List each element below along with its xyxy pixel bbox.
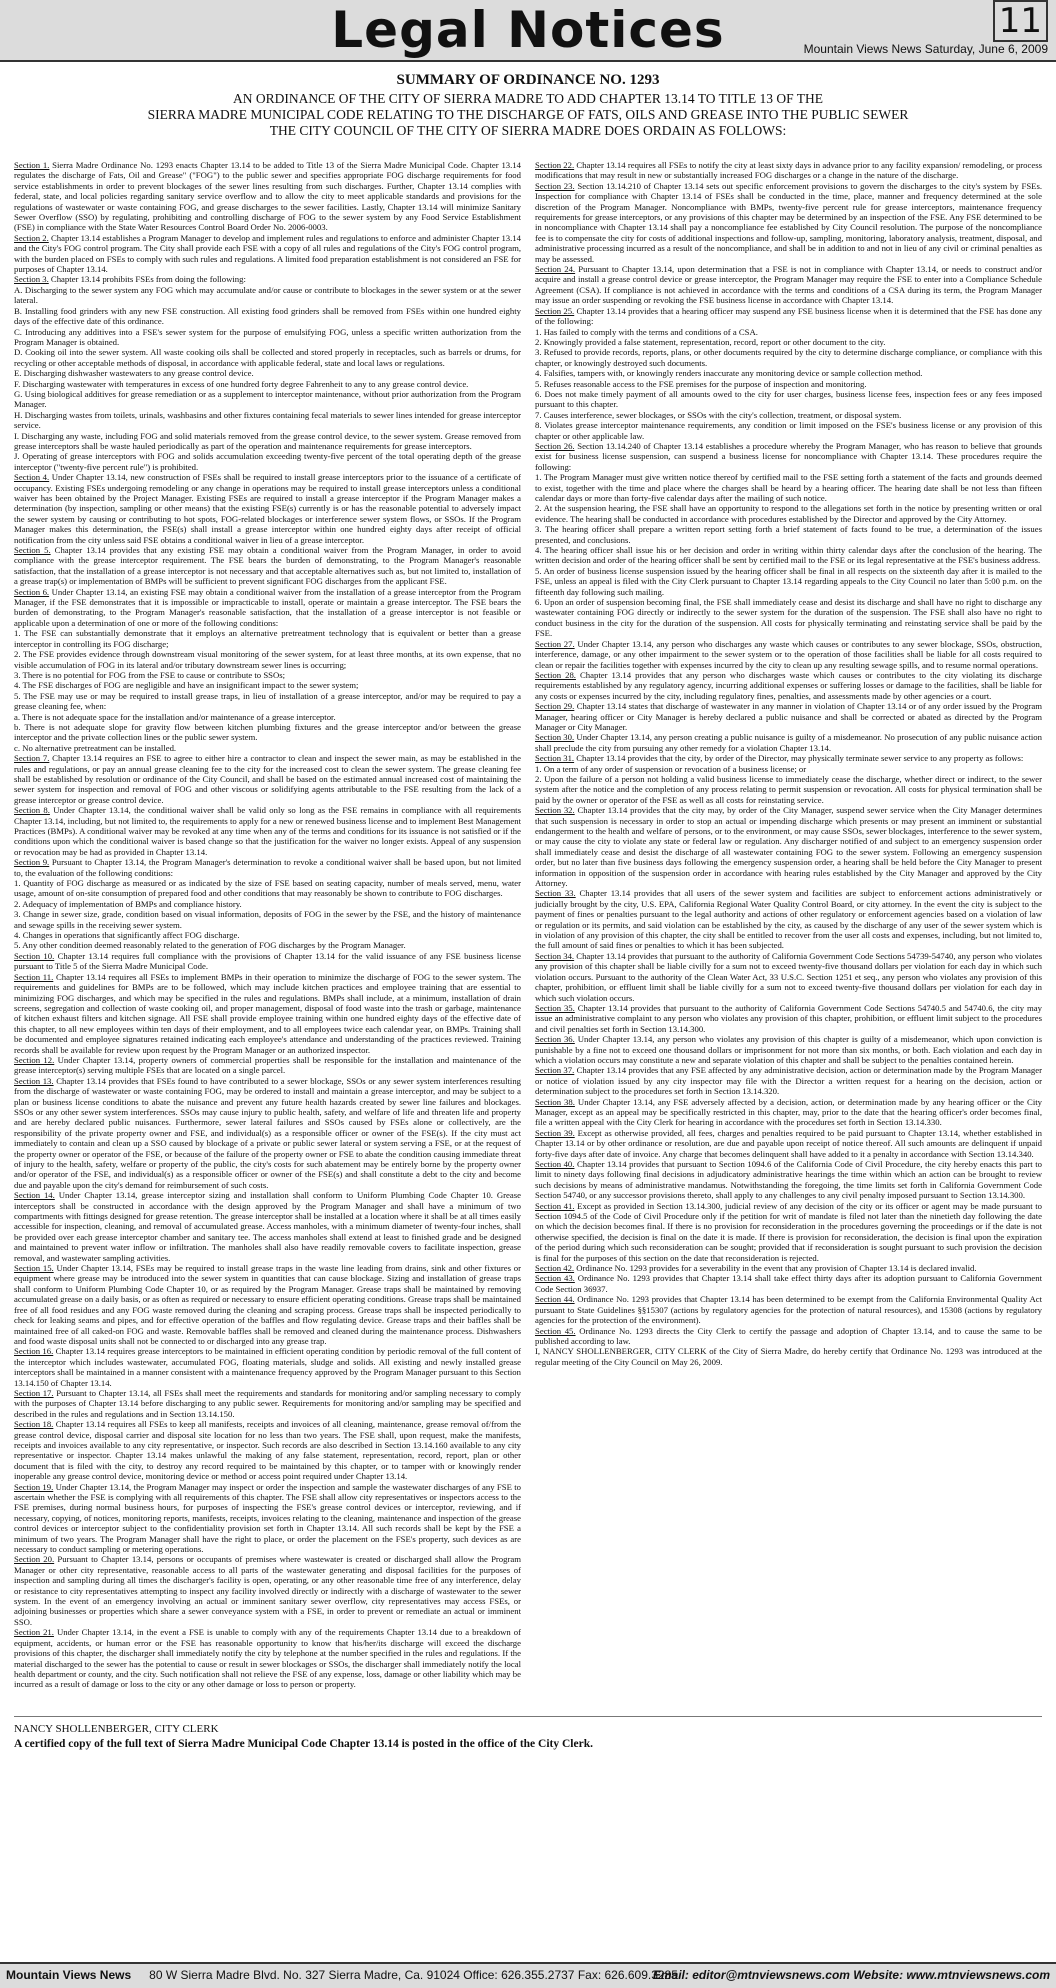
paragraph-text: Under Chapter 13.14, new construction of FSEs shall be required to install grease interceptors prior to the issuance of a certificate of occupancy. Existing FSEs undergoing remodeling or any change in operations may be required to install grease interceptors unless a conditional waiver has been obtained by the Project Manager. Existing FSEs are required to install a grease interceptor if the Program Manager makes a determination (by inspection, sampling or other means) that the existing FSE(s) currently is or has the reasonable potential to adversely impact the sewer system by causing or contributing to hot spots, FOG-related blockages or interference sewer system flows, or SSOs. If the Program Manager makes this determination, the FSE(s) shall install a grease interceptor within one hundred eighty days after receipt of official notification from the city unless said FSE obtains a conditional waiver in lieu of a grease interceptor. <box>14 472 521 545</box>
ordinance-paragraph <box>14 233 521 275</box>
paragraph-text: Pursuant to Chapter 13.14, upon determination that a FSE is not in compliance with Chapter 13.14, or needs to construct and/or acquire and install a grease control device or grease interceptor, the Program Manager may require the FSE to enter into a Compliance Schedule Agreement (CSA). If compliance is not achieved in accordance with the terms and conditions of a CSA during its term, the Program Manager may issue an order suspending or revoking the FSE business license in accordance with Chapter 13.14. <box>535 264 1043 306</box>
ordinance-paragraph <box>14 722 521 743</box>
section-label: Section 28. <box>535 669 576 680</box>
section-label: Section 14. <box>14 1190 55 1201</box>
ordinance-paragraph <box>535 368 1042 378</box>
ordinance-body <box>14 160 1042 1705</box>
section-label: Section 5. <box>14 545 51 556</box>
paragraph-text: Chapter 13.14 provides that any existing FSE may obtain a conditional waiver from the Program Manager, in order to avoid compliance with the grease interceptor requirement. The FSE bears the burden of demonstrating, to the Program Manager's reasonable satisfaction, that the installation of a grease interceptor is not necessary and that acceptable alternatives such as, but not limited to, installation of a grease trap(s) or implementation of BMPs will be sufficient to prevent significant FOG discharges from the applicant FSE. <box>14 545 521 587</box>
footer-contact: Email: editor@mtnviewsnews.com Website: www.mtnviewsnews.com <box>652 1968 1050 1982</box>
paragraph-text: 5. An order of business license suspension issued by the hearing officer shall be final in all respects on the sixteenth day after it is mailed to the FSE, unless an appeal is filed with the City Clerk pursuant to Chapter 13.14 regarding appeals to the City Council no later than 5:00 p.m. on the fifteenth day following such mailing. <box>535 565 1042 597</box>
paragraph-text: 5. Refuses reasonable access to the FSE premises for the purpose of inspection and monitoring. <box>535 378 867 389</box>
ordinance-paragraph <box>535 420 1042 441</box>
paragraph-text: I, NANCY SHOLLENBERGER, CITY CLERK of the City of Sierra Madre, do hereby certify that Ordinance No. 1293 was introduced at the regular meeting of the City Council on May 26, 2009. <box>535 1346 1042 1367</box>
paragraph-text: Except as otherwise provided, all fees, charges and penalties required to be paid pursuant to Chapter 13.14, whether established in Chapter 13.14 or by other ordinance or resolution, are due and payable upon receipt of notice thereof. All such amounts are delinquent if unpaid forty-five days after date of invoice. Any charge that becomes delinquent shall have added to it a penalty in accordance with Section 13.14.340. <box>535 1127 1042 1159</box>
ordinance-paragraph <box>14 285 521 306</box>
ordinance-paragraph <box>14 899 521 909</box>
ordinance-paragraph <box>535 1003 1042 1034</box>
section-label: Section 43. <box>535 1273 575 1284</box>
paragraph-text: Under Chapter 13.14, the conditional waiver shall be valid only so long as the FSE remains in compliance with all requirements Chapter 13.14, including, but not limited to, the requirements to apply for a new or renewed business license and to implement Best Management Practices (BMPs). A conditional waiver may be revoked at any time when any of the terms and conditions for its issuance is not satisfied or if the conditions upon which the conditional waiver is based change so that the justification for the waiver no longer exists. Appeal of any suspension or revocation may be had as provided in Chapter 13.14. <box>14 805 521 857</box>
ordinance-paragraph <box>535 951 1042 1003</box>
paragraph-text: b. There is not adequate slope for gravity flow between kitchen plumbing fixtures and the grease interceptor and/or between the grease interceptor and the private collection lines or the public sewer system. <box>14 721 521 743</box>
footer-left <box>6 1964 678 1986</box>
paragraph-text: H. Discharging wastes from toilets, urinals, washbasins and other fixtures containing fecal materials to sewer lines intended for grease interceptor service. <box>14 409 521 431</box>
section-label: Section 26. <box>535 440 575 451</box>
ordinance-paragraph <box>14 753 521 805</box>
paragraph-text: Chapter 13.14 provides that pursuant to the authority of California Government Code Sections 54739-54740, any person who violates any provision of this chapter shall be liable civilly for a sum not to exceed twenty-five thousand dollars per violation for each day in which such violation occurs. Pursuant to the authority of the Clean Water Act, 33 U.S.C. Section 1251 et seq., any person who violates any provision of this chapter, prohibition, or effluent limit shall be liable civilly for a sum not to exceed twenty-five thousand dollars per violation for each day in which such violation occurs. <box>535 950 1042 1003</box>
ordinance-paragraph <box>14 431 521 452</box>
dateline: Mountain Views News Saturday, June 6, 2009 <box>803 42 1048 56</box>
ordinance-paragraph <box>535 732 1042 753</box>
section-label: Section 37. <box>535 1065 575 1076</box>
section-label: Section 24. <box>535 264 576 275</box>
paragraph-text: Pursuant to Chapter 13.14, persons or occupants of premises where wastewater is created or discharged shall allow the Program Manager or other city representative, reasonable access to all parts of the wastewater generating and disposal facilities for the purposes of inspection and sampling during all times the discharger's facility is open, operating, or any other reasonable time free of any interference, delay or resistance to city representatives attempting to inspect any facility involved directly or indirectly with a discharge of wastewater to the sewer system. In the event of an emergency involving an actual or imminent sanitary sewer overflow, city representatives may access FSEs, or adjoining businesses or properties which share a sewer conveyance system with a FSE, in order to prevent or remediate an actual or imminent SSO. <box>14 1554 521 1627</box>
ordinance-subtitle-2: SIERRA MADRE MUNICIPAL CODE RELATING TO THE DISCHARGE OF FATS, OILS AND GREASE INTO THE PUBLIC SEWER <box>147 107 909 122</box>
paragraph-text: 7. Causes interference, sewer blockages, or SSOs with the city's collection, treatment, or disposal system. <box>535 409 902 420</box>
ordinance-paragraph <box>535 1326 1042 1347</box>
ordinance-paragraph <box>535 566 1042 597</box>
paragraph-text: J. Operating of grease interceptors with FOG and solids accumulation exceeding twenty-five percent of the total operating depth of the grease interceptor ("twenty-five percent rule") is prohibited. <box>14 451 521 472</box>
paragraph-text: Under Chapter 13.14, any person creating a public nuisance is guilty of a misdemeanor. No prosecution of any public nuisance action shall preclude the city from pursuing any other remedy for a violation Chapter 13.14. <box>535 732 1042 753</box>
ordinance-paragraph <box>535 1159 1042 1201</box>
paragraph-text: 5. The FSE may use or may be required to install grease traps, in lieu of installation of a grease interceptor, and/or may be required to pay a grease cleaning fee, when: <box>14 690 521 712</box>
ordinance-paragraph <box>535 888 1042 950</box>
ordinance-paragraph <box>14 347 521 368</box>
ordinance-paragraph <box>14 805 521 857</box>
paragraph-text: Ordinance No. 1293 provides that Chapter 13.14 shall take effect thirty days after its adoption pursuant to California Government Code Section 36937. <box>535 1273 1042 1294</box>
paragraph-text: 5. Any other condition deemed reasonably related to the generation of FOG discharges by the Program Manager. <box>14 940 406 951</box>
section-label: Section 25. <box>535 305 575 316</box>
ordinance-paragraph <box>14 930 521 940</box>
section-title: Legal Notices <box>331 1 725 59</box>
section-label: Section 33. <box>535 888 576 899</box>
ordinance-paragraph <box>535 379 1042 389</box>
paragraph-text: Chapter 13.14 provides that pursuant to the authority of California Government Code Sections 54740.5 and 54740.6, the city may issue an administrative complaint to any person who violates any provision of this chapter, prohibition, or effluent limit subject to the procedures and civil penalties set forth in Section 13.14.300. <box>535 1002 1043 1034</box>
section-label: Section 23. <box>535 180 575 191</box>
section-label: Section 16. <box>14 1346 54 1357</box>
paragraph-text: Section 13.14.240 of Chapter 13.14 establishes a procedure whereby the Program Manager, who has reason to believe that grounds exist for business license suspension, can suspend a business license for noncompliance with Chapter 13.14. These procedures require the following: <box>535 440 1043 472</box>
ordinance-paragraph <box>14 649 521 670</box>
ordinance-paragraph <box>14 368 521 378</box>
section-label: Section 40. <box>535 1159 575 1169</box>
paragraph-text: Under Chapter 13.14, property owners of commercial properties shall be responsible for the installation and maintenance of the grease interceptor(s) serving multiple FSEs that are located on a single parcel. <box>14 1054 521 1076</box>
ordinance-paragraph <box>14 274 521 284</box>
ordinance-paragraph <box>14 1076 521 1190</box>
section-label: Section 7. <box>14 753 50 764</box>
ordinance-paragraph <box>14 472 521 545</box>
page-footer <box>0 1962 1056 1988</box>
ordinance-paragraph <box>14 545 521 587</box>
ordinance-paragraph <box>535 597 1042 639</box>
paragraph-text: Ordinance No. 1293 provides that Chapter 13.14 has been determined to be exempt from the California Environmental Quality Act pursuant to State Guidelines §§15307 (actions by regulatory agencies for the protection of natural resources), and 15308 (actions by regulatory agencies for the protection of the environment). <box>535 1294 1042 1326</box>
ordinance-paragraph <box>14 1190 521 1263</box>
paragraph-text: 2. Knowingly provided a false statement, representation, record, report or other document to the city. <box>535 336 886 347</box>
paragraph-text: 1. The FSE can substantially demonstrate that it employs an alternative pretreatment technology that is equivalent or better than a grease interceptor in controlling its FOG discharge; <box>14 628 521 649</box>
section-label: Section 29. <box>535 701 575 712</box>
paragraph-text: Chapter 13.14 prohibits FSEs from doing the following: <box>48 274 246 285</box>
divider <box>14 1716 1042 1717</box>
page-header <box>0 0 1056 62</box>
paragraph-text: Chapter 13.14 requires grease interceptors to be maintained in efficient operating condition by periodic removal of the full content of the interceptor which includes wastewater, accumulated FOG, floating materials, sludge and solids. All existing and newly installed grease interceptors shall be maintained in a manner consistent with a maintenance frequency approved by the Program Manager pursuant to this Section 13.14.150 of Chapter 13.14. <box>14 1346 521 1388</box>
section-label: Section 13. <box>14 1075 54 1086</box>
paragraph-text: Under Chapter 13.14, in the event a FSE is unable to comply with any of the requirements Chapter 13.14 due to a breakdown of equipment, accidents, or human error or the FSE has reasonable opportunity to know that his/her/its discharge will exceed the discharge provisions of this chapter, the discharger shall immediately notify the city by telephone at the number specified in the rules and regulations. If the material discharged to the sewer has the potential to cause or result in sewer blockages or SSOs, the discharger shall immediately notify the local health department or county, and the city. Such notification shall not relieve the FSE of any expense, loss, damage or other liability which may be incurred as a result of damage or loss to the city or any other damage or loss to person or property. <box>14 1627 522 1690</box>
section-label: Section 10. <box>14 950 55 961</box>
page-number: 11 <box>993 0 1048 42</box>
ordinance-paragraph <box>535 410 1042 420</box>
ordinance-paragraph <box>14 1388 521 1419</box>
ordinance-paragraph <box>14 1482 521 1555</box>
paragraph-text: 4. Falsifies, tampers with, or knowingly renders inaccurate any monitoring device or sample collection method. <box>535 368 923 379</box>
ordinance-paragraph <box>535 1346 1042 1367</box>
ordinance-paragraph <box>535 1128 1042 1159</box>
ordinance-paragraph <box>535 670 1042 701</box>
section-label: Section 3. <box>14 274 49 285</box>
paragraph-text: Chapter 13.14 provides that all users of the sewer system and facilities are subject to enforcement actions administratively or judicially brought by the city, U.S. EPA, California Regional Water Quality Control Board, or city attorney. In the event the city is subject to the payment of fines or penalties pursuant to the legal authority and actions of other regulatory or enforcement agencies based on a violation of law or regulation or its permits, and said violation can be established by the city, as caused by the discharge of any user of the sewer system which is in violation of any provision of this chapter, the city shall be entitled to recover from the user all costs and expenses, including, but not limited to, the full amount of said fines or penalties to which it has been subjected. <box>535 888 1042 951</box>
section-label: Section 6. <box>14 586 50 597</box>
ordinance-paragraph <box>14 1263 521 1346</box>
section-label: Section 12. <box>14 1054 55 1065</box>
footer-paper-name: Mountain Views News <box>6 1968 132 1982</box>
paragraph-text: a. There is not adequate space for the installation and/or maintenance of a grease interceptor. <box>14 711 336 722</box>
paragraph-text: Chapter 13.14 provides that FSEs found to have contributed to a sewer blockage, SSOs or any sewer system interferences resulting from the discharge of wastewater or waste containing FOG, may be ordered to install and maintain a grease interceptor, and may be subject to a plan or business license conditions to abate the nuisance and prevent any future health hazards created by sewer line failures and blockages. SSOs or any other sewer system interferences. SSOs may cause injury to public health, safety, and welfare of life and threaten life and property and are hereby declared public nuisances. Furthermore, sewer lateral failures and SSOs caused by FSEs alone or collectively, are the responsibility of the private property owner and FSE, and individual(s) as a responsible officer or owner of the FSE(s). If the city must act immediately to contain and clean up a SSO caused by blockage of a private or public sewer lateral or system serving a FSE, or at the request of the property owner or operator of the FSE, or because of the failure of the property owner or FSE to abate the condition causing immediate threat of injury to the health, safety, welfare or property of the public, the city's costs for such abatement may be entirely borne by the property owner and/or operator of the FSE, and individual(s) as a responsible officer or owner of the FSE(s) and shall constitute a debt to the city and become due and payable upon the city's demand for reimbursement of such costs. <box>14 1075 522 1190</box>
ordinance-paragraph <box>14 857 521 878</box>
paragraph-text: Ordinance No. 1293 directs the City Clerk to certify the passage and adoption of Chapter 13.14, and to cause the same to be published according to law. <box>535 1325 1042 1346</box>
section-label: Section 34. <box>535 950 575 961</box>
section-label: Section 27. <box>535 638 575 649</box>
paragraph-text: Under Chapter 13.14, an existing FSE may obtain a conditional waiver from the installation of a grease interceptor from the Program Manager, if the FSE demonstrates that it is impossible or impracticable to install, operate or maintain a grease interceptor. The FSE bears the burden of demonstrating, to the Program Manager's reasonable satisfaction, that the installation of a grease interceptor is not feasible or applicable upon a determination of one or more of the following conditions: <box>14 586 521 628</box>
section-label: Section 35. <box>535 1002 575 1013</box>
paragraph-text: Chapter 13.14 states that discharge of wastewater in any manner in violation of Chapter 13.14 or of any order issued by the Program Manager, hearing officer or City Manager is hereby declared a public nuisance and shall be corrected or abated as directed by the Program Manager or City Manager. <box>535 701 1042 732</box>
paragraph-text: 1. The Program Manager must give written notice thereof by certified mail to the FSE setting forth a statement of the facts and grounds deemed to exist, together with the time and place where the charges shall be heard by a hearing officer. The hearing date shall be not less than fifteen calendar days or more than forty-five calendar days after the mailing of such notice. <box>535 472 1042 503</box>
ordinance-paragraph <box>535 160 1042 181</box>
ordinance-paragraph <box>535 524 1042 545</box>
ordinance-paragraph <box>14 1419 521 1481</box>
section-label: Section 9. <box>14 857 50 868</box>
ordinance-paragraph <box>14 628 521 649</box>
ordinance-paragraph <box>14 1346 521 1388</box>
ordinance-paragraph <box>535 753 1042 763</box>
ordinance-paragraph <box>535 545 1042 566</box>
paragraph-text: 6. Upon an order of suspension becoming final, the FSE shall immediately cease and desist its discharge and shall have no right to discharge any wastewater containing FOG directly or indirectly to the sewer system for the duration of the suspension. The FSE shall also have no right to conduct business in the city for the duration of the suspension. All costs for physically terminating and reinstating service shall be paid by the FSE. <box>535 597 1042 639</box>
section-label: Section 1. <box>14 160 50 170</box>
paragraph-text: 2. Adequacy of implementation of BMPs and compliance history. <box>14 898 242 909</box>
ordinance-paragraph <box>14 712 521 722</box>
ordinance-paragraph <box>14 743 521 753</box>
section-label: Section 21. <box>14 1627 54 1638</box>
section-label: Section 22. <box>535 160 575 170</box>
ordinance-paragraph <box>14 691 521 712</box>
paragraph-text: Chapter 13.14 requires full compliance with the provisions of Chapter 13.14 for the valid issuance of any FSE business license pursuant to Title 5 of the Sierra Madre Municipal Code. <box>14 950 521 972</box>
paragraph-text: Section 13.14.210 of Chapter 13.14 sets out specific enforcement provisions to govern the discharges to the city's system by FSEs. Inspection for compliance with Chapter 13.14 of FSEs shall be conducted in the time, place, manner and frequency determined at the sole discretion of the Program Manager. Noncompliance with BMPs, twenty-five percent rule for grease interceptors, maintenance frequency requirements for grease interceptors, or any provisions of this chapter may be determined by an inspection of the FSE. Any FSE determined to be in noncompliance with Chapter 13.14 shall pay a noncompliance fee established by City Council resolution. The purpose of the noncompliance fee is to compensate the city for costs of additional inspections and follow-up, sampling, monitoring, laboratory analysis, treatment, disposal, and administrative processing incurred as a result of the noncompliance, and shall be in addition to and not in lieu of any civil or criminal penalties as may be assessed. <box>535 180 1043 264</box>
paragraph-text: 4. The hearing officer shall issue his or her decision and order in writing within thirty calendar days after the conclusion of the hearing. The written decision and order of the hearing officer shall be sent by certified mail to the FSE or its legal representative at the FSE's business address. <box>535 545 1042 566</box>
ordinance-paragraph <box>14 1055 521 1076</box>
ordinance-paragraph <box>14 878 521 899</box>
ordinance-paragraph <box>14 587 521 629</box>
paragraph-text: Chapter 13.14 requires all FSEs to notify the city at least sixty days in advance prior to any facility expansion/ remodeling, or process modifications that may result in new or substantially increased FOG discharges or a change in the nature of the discharge. <box>535 160 1043 181</box>
paragraph-text: Pursuant to Chapter 13.14, the Program Manager's determination to revoke a conditional waiver shall be based upon, but not limited to, the evaluation of the following conditions: <box>14 857 522 878</box>
paragraph-text: 2. The FSE provides evidence through downstream visual monitoring of the sewer system, for at least three months, at its own expense, that no visible accumulation of FOG in its lateral and/or tributary downstream sewer lines is occurring; <box>14 649 521 670</box>
paragraph-text: Chapter 13.14 provides that pursuant to Section 1094.6 of the California Code of Civil Procedure, the city hereby enacts this part to limit to ninety days following final decisions in adjudicatory administrative hearings the time within which an action can be brought to review such decisions by means of administrative mandamus. Notwithstanding the foregoing, the time limits set forth in California Government Code Section 54740, or any successor provisions thereto, shall apply to any challenges to any civil penalty imposed pursuant to Section 13.14.300. <box>535 1159 1042 1201</box>
ordinance-paragraph <box>14 1554 521 1627</box>
section-label: Section 31. <box>535 753 575 764</box>
section-label: Section 19. <box>14 1481 54 1492</box>
ordinance-paragraph <box>14 327 521 348</box>
paragraph-text: 3. Change in sewer size, grade, condition based on visual information, deposits of FOG in the sewer by the FSE, and the history of maintenance and sewage spills in the receiving sewer system. <box>14 909 521 930</box>
ordinance-paragraph <box>535 441 1042 472</box>
ordinance-paragraph <box>535 347 1042 368</box>
paragraph-text: 3. The hearing officer shall prepare a written report setting forth a brief statement of facts found to be true, a determination of the issues presented, and conclusions. <box>535 524 1042 545</box>
section-label: Section 4. <box>14 472 50 483</box>
ordinance-paragraph <box>535 1294 1042 1325</box>
paragraph-text: D. Cooking oil into the sewer system. All waste cooking oils shall be collected and stored properly in receptacles, such as barrels or drums, for recycling or other acceptable methods of disposal, in accordance with applicable federal, state and local laws or regulations. <box>14 347 521 368</box>
section-label: Section 30. <box>535 732 575 743</box>
paragraph-text: Chapter 13.14 provides that the city, by order of the Director, may physically terminate sewer service to any property as follows: <box>574 753 1024 764</box>
ordinance-paragraph <box>14 410 521 431</box>
ordinance-paragraph <box>14 379 521 389</box>
paragraph-text: Chapter 13.14 requires all FSEs to implement BMPs in their operation to minimize the discharge of FOG to the sewer system. The requirements and guidelines for BMPs are to be followed, which may include kitchen practices and employee training that are essential to minimizing FOG discharges, and which may be specified in the rules and regulations. BMPs shall include, at a minimum, installation of drain screens, segregation and collection of waste cooking oil, and proper management, disposal of food waste into the trash or garbage, maintenance of kitchen exhaust filters and kitchen signage. All FSE shall provide employee training within one hundred eighty days of the effective date of this chapter, to all new employees within ten days of their employment, and to all employees twice each calendar year, on BMPs. Training shall be documented and employee signatures retained indicating each employee's attendance and understanding of the practices reviewed. Training records shall be available for review upon request by the Program Manager or an authorized inspector. <box>14 971 521 1055</box>
footer-address: 80 W Sierra Madre Blvd. No. 327 Sierra Madre, Ca. 91024 Office: 626.355.2737 Fax: 626.609.3285 <box>149 1968 678 1982</box>
paragraph-text: 1. Has failed to comply with the terms and conditions of a CSA. <box>535 326 758 337</box>
paragraph-text: Chapter 13.14 provides that any FSE affected by any administrative decision, action or determination made by the Program Manager or notice of violation issued by any city inspector may file with the Director a written request for a hearing on the decision, action or determination subject to the procedures set forth in Section 13.14.320. <box>535 1065 1042 1097</box>
ordinance-paragraph <box>535 1065 1042 1096</box>
ordinance-title: SUMMARY OF ORDINANCE NO. 1293 <box>396 72 660 88</box>
section-label: Section 11. <box>14 971 54 982</box>
ordinance-paragraph <box>14 306 521 327</box>
section-label: Section 41. <box>535 1200 575 1211</box>
ordinance-paragraph <box>535 764 1042 774</box>
section-label: Section 32. <box>535 805 575 816</box>
ordinance-paragraph <box>535 389 1042 410</box>
ordinance-paragraph <box>14 909 521 930</box>
ordinance-paragraph <box>14 670 521 680</box>
section-label: Section 17. <box>14 1387 54 1398</box>
paragraph-text: 8. Violates grease interceptor maintenance requirements, any condition or limit imposed on the FSE's business license or any provision of this chapter or other applicable law. <box>535 420 1042 441</box>
ordinance-subtitle-3: THE CITY COUNCIL OF THE CITY OF SIERRA MADRE DOES ORDAIN AS FOLLOWS: <box>269 123 787 138</box>
paragraph-text: Under Chapter 13.14, the Program Manager may inspect or order the inspection and sample the wastewater discharges of any FSE to ascertain whether the FSE is complying with all requirements of this chapter. The FSE shall allow city representatives or inspectors access to the FSE premises, during normal business hours, for purposes of inspecting the FSE's grease control devices or interceptor, reviewing, and if necessary, copying, of notices, monitoring reports, manifests, receipts, invoices relating to the cleaning, maintenance and inspection of the grease control devices or interceptor subject to the confidentiality provision set forth in Chapter 13.14. All such records shall be kept by the FSE a minimum of two years. The Program Manager shall have the right to place, or order the placement on the FSE's property, such devices as are necessary to conduct sampling or metering operations. <box>14 1481 521 1555</box>
paragraph-text: Chapter 13.14 establishes a Program Manager to develop and implement rules and regulations to enforce and administer Chapter 13.14 and the City's FOG control program. The City shall provide each FSE with a copy of all rules and regulations of the City's FOG control program, with the burden placed on FSEs to comply with such rules and regulations. A limited food preparation establishment is not considered an FSE for purposes of Chapter 13.14. <box>14 232 521 275</box>
paragraph-text: C. Introducing any additives into a FSE's sewer system for the purpose of emulsifying FOG, unless a specific written authorization from the Program Manager is obtained. <box>14 326 521 347</box>
ordinance-paragraph <box>535 774 1042 805</box>
ordinance-paragraph <box>14 451 521 472</box>
paragraph-text: B. Installing food grinders with any new FSE construction. All existing food grinders shall be removed from FSEs within one hundred eighty days of the effective date of this ordinance. <box>14 305 521 327</box>
paragraph-text: Under Chapter 13.14, any person who violates any provision of this chapter is guilty of a misdemeanor, which upon conviction is punishable by a fine not to exceed one thousand dollars or imprisonment for not more than six months, or both. Each violation and each day in which a violation occurs may constitute a new and separate violation of this chapter and shall be subject to the penalties contained herein. <box>535 1034 1043 1065</box>
ordinance-heading <box>20 72 1036 139</box>
section-label: Section 44. <box>535 1294 575 1305</box>
ordinance-paragraph <box>535 1263 1042 1273</box>
ordinance-paragraph <box>535 701 1042 732</box>
paragraph-text: A. Discharging to the sewer system any FOG which may accumulate and/or cause or contribute to blockages in the sewer system or at the sewer lateral. <box>14 284 521 306</box>
ordinance-paragraph <box>535 306 1042 327</box>
ordinance-paragraph <box>14 680 521 690</box>
paragraph-text: 2. At the suspension hearing, the FSE shall have an opportunity to respond to the allegations set forth in the notice by presenting written or oral evidence. The hearing shall be conducted in accordance with procedures established by the Director and approved by the City Attorney. <box>535 503 1042 524</box>
section-label: Section 8. <box>14 805 50 816</box>
paragraph-text: Chapter 13.14 provides that any person who discharges waste which causes or contributes to the city violating its discharge requirements established by any regulatory agency, incurring additional expenses or suffering losses or damage to the facilities, shall be liable for any costs or expenses incurred by the city, including regulatory fines, penalties, and assessments made by other agencies or a court. <box>535 669 1043 701</box>
ordinance-paragraph <box>535 472 1042 503</box>
paragraph-text: Except as provided in Section 13.14.300, judicial review of any decision of the city or its officer or agent may be made pursuant to Section 1094.5 of the Code of Civil Procedure only if the petition for writ of mandate is filed not later than the ninetieth day following the date on which the decision becomes final. If there is no provision for reconsideration in the procedures governing the proceedings or if the date is not otherwise specified, the decision is final on the date it is made. If there is provision for reconsideration, the decision is final upon the expiration of the period during which such reconsideration can be sought; provided that if reconsideration is sought pursuant to such provision the decision is final for the purposes of this section on the date that reconsideration is rejected. <box>535 1200 1042 1263</box>
ordinance-paragraph <box>535 805 1042 888</box>
ordinance-paragraph <box>535 503 1042 524</box>
paragraph-text: Pursuant to Chapter 13.14, all FSEs shall meet the requirements and standards for monitoring and/or sampling necessary to comply with the purposes of Chapter 13.14 before discharging to any public sewer. Requirements for monitoring and/or sampling may be specified and described in the rules and regulations and in Section 13.14.150. <box>14 1387 521 1419</box>
ordinance-paragraph <box>535 264 1042 306</box>
paragraph-text: c. No alternative pretreatment can be installed. <box>14 742 177 753</box>
section-label: Section 42. <box>535 1263 575 1274</box>
section-label: Section 15. <box>14 1263 54 1274</box>
paragraph-text: Chapter 13.14 provides that a hearing officer may suspend any FSE business license when it is determined that the FSE has done any of the following: <box>535 305 1042 327</box>
ordinance-paragraph <box>535 1273 1042 1294</box>
paragraph-text: 4. The FSE discharges of FOG are negligible and have an insignificant impact to the sewer system; <box>14 680 359 691</box>
ordinance-paragraph <box>535 181 1042 264</box>
ordinance-paragraph <box>535 639 1042 670</box>
paragraph-text: F. Discharging wastewater with temperatures in excess of one hundred forty degree Fahrenheit to any to any grease control device. <box>14 378 469 389</box>
paragraph-text: E. Discharging dishwasher wastewaters to any grease control device. <box>14 368 254 379</box>
section-label: Section 2. <box>14 232 49 243</box>
ordinance-paragraph <box>14 389 521 410</box>
paragraph-text: Chapter 13.14 requires all FSEs to keep all manifests, receipts and invoices of all cleaning, maintenance, grease removal of/from the grease control device, disposal carrier and disposal site location for no less than two years. The FSE shall, upon request, make the manifests, receipts and invoices available to any city representative, or inspector. Such records are also described in Section 13.14.160 available to any city representative or inspector. Chapter 13.14 makes unlawful the making of any false statement, representation, record, report, plan or other document that is filed with the city, to destroy any record required to be maintained by this chapter, or to tamper with or knowingly render inoperable any grease control device, monitoring device or method or access point required under Chapter 13.14. <box>14 1419 521 1482</box>
ordinance-paragraph <box>14 1627 521 1689</box>
paragraph-text: Under Chapter 13.14, FSEs may be required to install grease traps in the waste line leading from drains, sink and other fixtures or equipment where grease may be introduced into the sewer system in quantities that can cause blockage. Sizing and installation of grease traps shall conform to Uniform Plumbing Code Chapter 10, or as required by the Program Manager. Grease traps shall be maintained by removing accumulated grease on a daily basis, or as often as required or necessary to ensure efficient operating conditions. Grease traps shall be maintained free of all food residues and any FOG waste removed during the cleaning and scraping process. Grease traps shall be inspected periodically to check for leaking seams and pipes, and for effective operation of the baffles and flow regulating device. Grease traps and their baffles shall be maintained free of all caked-on FOG and waste. Removable baffles shall be removed and cleaned during the maintenance process. Dishwashers and food waste disposal units shall not be connected to or discharged into any grease trap. <box>14 1263 522 1346</box>
paragraph-text: Chapter 13.14 requires an FSE to agree to either hire a contractor to clean and inspect the sewer main, as may be established in the rules and regulations, or pay an annual grease cleaning fee to the city for the increased cost to clean the sewer system. The grease cleaning fee shall be established by resolution or ordinance of the City Council, and shall be based on the estimated annual increased cost of maintaining the sewer system for inspection and removal of FOG and other viscous or solidifying agents attributable to the FSE resulting from the lack of a grease interceptor or grease control device. <box>14 753 521 805</box>
ordinance-paragraph <box>14 940 521 950</box>
paragraph-text: 2. Upon the failure of a person not holding a valid business license to immediately cease the discharge, whether direct or indirect, to the sewer system after the notice and the completion of any process relating to permit suspension or revocation. All costs for physical termination shall be paid by the owner or operator of the FSE as well as all costs for reinstating service. <box>535 773 1042 805</box>
paragraph-text: Under Chapter 13.14, any person who discharges any waste which causes or contributes to any sewer blockage, SSOs, obstruction, interference, damage, or any other impairment to the sewer system or to the operation of those facilities shall be liable for all costs required to clean or repair the facilities together with expenses incurred by the city to clean up any resulting sewage spills, and to resume normal operations. <box>535 638 1042 670</box>
ordinance-paragraph <box>535 1201 1042 1263</box>
certified-copy-note: A certified copy of the full text of Sierra Madre Municipal Code Chapter 13.14 is posted in the office of the City Clerk. <box>14 1738 593 1750</box>
section-label: Section 39. <box>535 1127 575 1138</box>
paragraph-text: Chapter 13.14 provides that the city may, by order of the City Manager, suspend sewer service when the City Manager determines that such suspension is necessary in order to stop an actual or impending discharge which presents or may present an imminent or substantial endangerment to the health and welfare of persons, or to the environment, or may cause SSOs, sewer blockages, interference to the sewer system, or may cause the city to violate any state or federal law or regulation. Any discharger notified of and subject to an emergency suspension order shall immediately cease and desist the discharge of all wastewater containing FOG to the sewer system. Following an emergency suspension order, but no later than five business days following the emergency suspension order, a hearing shall be held before the City Manager to present information in opposition of the suspension order in accordance with hearing rules established by the City Manager and approved by the City Attorney. <box>535 805 1042 889</box>
paragraph-text: 3. There is no potential for FOG from the FSE to cause or contribute to SSOs; <box>14 669 286 680</box>
paragraph-text: 1. Quantity of FOG discharge as measured or as indicated by the size of FSE based on seating capacity, number of meals served, menu, water usage, amount of on-site consumption of prepared food and other conditions that may reasonably be shown to contribute to FOG discharges. <box>14 878 521 899</box>
section-label: Section 18. <box>14 1419 54 1430</box>
section-label: Section 38. <box>535 1096 575 1107</box>
clerk-signature: NANCY SHOLLENBERGER, CITY CLERK <box>14 1723 219 1735</box>
paragraph-text: Ordinance No. 1293 provides for a severability in the event that any provision of Chapter 13.14 is declared invalid. <box>574 1263 977 1274</box>
paragraph-text: 1. On a term of any order of suspension or revocation of a business license; or <box>535 763 807 774</box>
ordinance-paragraph <box>14 951 521 972</box>
paragraph-text: Under Chapter 13.14, grease interceptor sizing and installation shall conform to Uniform Plumbing Code Chapter 10. Grease interceptors shall be constructed in accordance with the design approved by the Program Manager and shall have a minimum of two compartments with fittings designed for grease retention. The grease interceptor shall be installed at a location where it shall be at all times easily accessible for inspection, cleaning, and removal of accumulated grease. Access manholes, with a minimum diameter of twenty-four inches, shall be provided over each grease interceptor chamber and sanitary tee. The access manholes shall extend at least to finished grade and be designed and maintained to prevent water inflow or infiltration. The manholes shall also have readily removable covers to facilitate inspection, grease removal, and wastewater sampling activities. <box>14 1190 521 1263</box>
paragraph-text: 6. Does not make timely payment of all amounts owed to the city for user charges, business license fees, inspection fees or any fees imposed pursuant to this chapter. <box>535 388 1042 410</box>
ordinance-paragraph <box>14 972 521 1055</box>
paragraph-text: G. Using biological additives for grease remediation or as a supplement to interceptor maintenance, without prior authorization from the Program Manager. <box>14 388 521 410</box>
paragraph-text: 3. Refused to provide records, reports, plans, or other documents required by the city to determine discharge compliance, or compliance with this chapter, or knowingly destroyed such documents. <box>535 347 1042 368</box>
ordinance-paragraph <box>14 160 521 233</box>
paragraph-text: Sierra Madre Ordinance No. 1293 enacts Chapter 13.14 to be added to Title 13 of the Sierra Madre Municipal Code. Chapter 13.14 regulates the discharge of Fats, Oil and Grease" ("FOG") to the public sewer and specifies appropriate FOG discharge requirements for food service establishments in order to prevent blockages of the sewer lines resulting from such discharges. Further, Chapter 13.14 complies with federal, state, and local policies regarding sanitary service overflow and to allow the city to meet applicable standards and provisions for the regulations of wastewater or waste containing FOG, and grease discharges to the sewer facilities. Lastly, Chapter 13.14 will minimize Sanitary Sewer Overflow (SSO) by regulating, prohibiting and controlling discharge of FOG to the sewer system by any Food Service Establishment (FSE) in compliance with the State Water Resources Control Board Order No. 2006-0003. <box>14 160 521 233</box>
paragraph-text: Under Chapter 13.14, any FSE adversely affected by a decision, action, or determination made by any hearing officer or the City Manager, except as an appeal may be specifically restricted in this chapter, may, prior to the date that the hearing officer's order becomes final, file a written appeal with the City Clerk for hearing in accordance with the procedures set forth in Section 13.14.330. <box>535 1096 1042 1128</box>
section-label: Section 36. <box>535 1034 575 1045</box>
paragraph-text: 4. Changes in operations that significantly affect FOG discharge. <box>14 930 240 941</box>
paragraph-text: I. Discharging any waste, including FOG and solid materials removed from the grease control device, to the sewer system. Grease removed from grease interceptors shall be waste hauled periodically as part of the operation and maintenance requirements for grease interceptors. <box>14 430 521 451</box>
ordinance-paragraph <box>535 1034 1042 1065</box>
ordinance-subtitle-1: AN ORDINANCE OF THE CITY OF SIERRA MADRE TO ADD CHAPTER 13.14 TO TITLE 13 OF THE <box>233 91 823 106</box>
ordinance-paragraph <box>535 327 1042 337</box>
section-label: Section 20. <box>14 1554 55 1565</box>
ordinance-paragraph <box>535 337 1042 347</box>
ordinance-paragraph <box>535 1097 1042 1128</box>
section-label: Section 45. <box>535 1325 576 1336</box>
